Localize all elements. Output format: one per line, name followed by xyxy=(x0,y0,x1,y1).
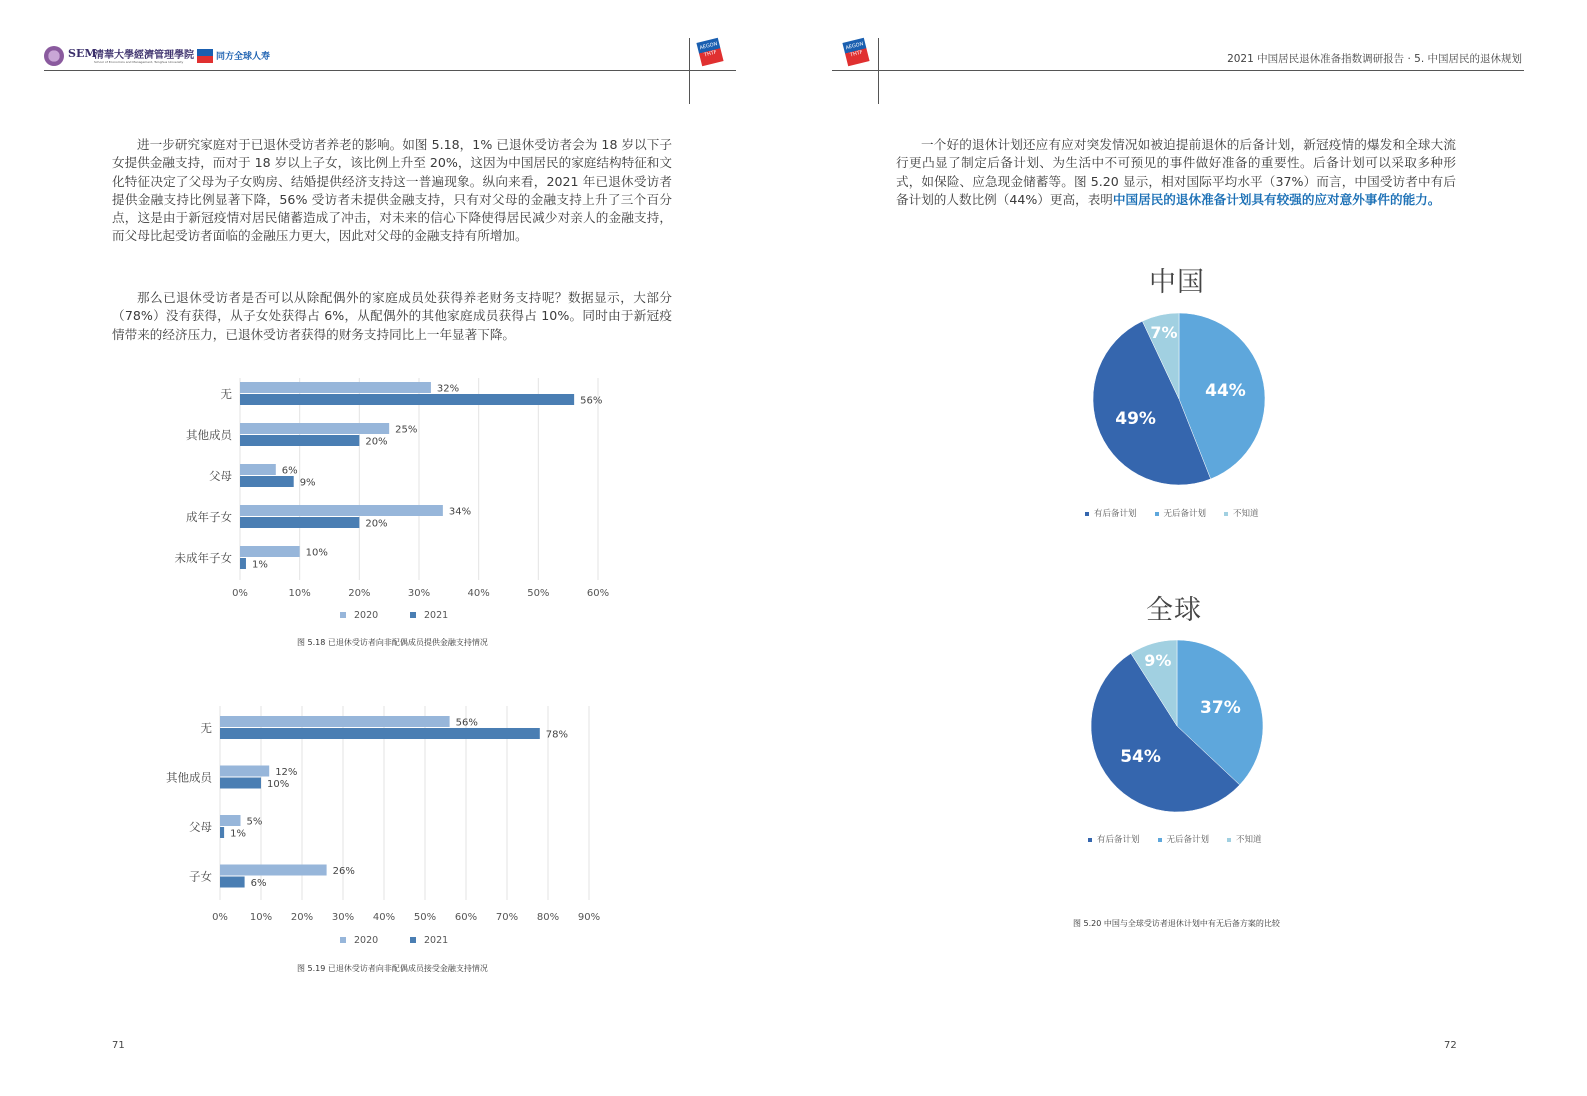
bar-2020 xyxy=(240,464,276,475)
bar-value-label: 12% xyxy=(275,767,298,778)
partner-logo-text: 同方全球人寿 xyxy=(216,52,271,62)
bar-2021 xyxy=(220,728,540,739)
x-tick-label: 30% xyxy=(331,912,355,923)
legend-label: 无后备计划 xyxy=(1163,509,1207,519)
header-rule-right xyxy=(832,70,1524,71)
bar-2020 xyxy=(220,815,241,826)
x-tick-label: 90% xyxy=(577,912,601,923)
sem-logo-text: SEM xyxy=(68,47,97,60)
pie-value-label: 44% xyxy=(1205,381,1246,402)
pie-chart-china xyxy=(1088,308,1270,490)
legend-swatch xyxy=(410,612,416,618)
bar-value-label: 56% xyxy=(580,395,603,407)
legend-swatch xyxy=(1158,838,1162,842)
legend-label: 无后备计划 xyxy=(1166,835,1210,845)
bar-2020 xyxy=(220,766,269,777)
bar-value-label: 25% xyxy=(395,424,418,436)
pie-value-label: 9% xyxy=(1144,650,1172,670)
sem-logo xyxy=(44,46,64,66)
bar-2021 xyxy=(220,827,224,838)
bar-value-label: 20% xyxy=(365,518,388,530)
bar-value-label: 34% xyxy=(448,506,472,518)
legend-label: 2021 xyxy=(424,935,449,946)
x-tick-label: 60% xyxy=(586,588,610,599)
legend-swatch xyxy=(1224,512,1228,516)
left-paragraph-1: 进一步研究家庭对于已退休受访者养老的影响。如图 5.18，1% 已退休受访者会为 18 岁以下子女提供金融支持，而对于 18 岁以上子女，该比例上升至 20%，这因为中国居民的家庭结构特征和文化特征决定了父母为子女购房、结婚提供经济支持这一普遍现象。纵向来看，2021 年已退休受访者提供金融支持比例显著下降，56% 受访者未提供金融支持，只有对父母的金融支持上升了三个百分点，这是由于新冠疫情对居民储蓄造成了冲击，对未来的信心下降使得居民减少对亲人的金融支持，而父母比起受访者面临的金融压力更大，因此对父母的金融支持有所增加。 xyxy=(112,137,672,244)
bar-2020 xyxy=(220,716,450,727)
legend-label: 2020 xyxy=(354,935,379,946)
bar-chart-5-19 xyxy=(150,700,630,958)
legend-label: 2021 xyxy=(424,610,449,621)
x-tick-label: 50% xyxy=(527,588,550,599)
bar-value-label: 32% xyxy=(436,383,460,395)
x-tick-label: 10% xyxy=(249,912,273,923)
school-name-en: School of Economics and Management, Tsinghua University xyxy=(94,60,184,64)
bar-2020 xyxy=(240,505,443,516)
bar-value-label: 78% xyxy=(545,729,569,741)
aegon-logo-right: AEGON THTF xyxy=(842,38,869,67)
x-tick-label: 70% xyxy=(495,912,519,923)
bar-chart-5-18 xyxy=(150,370,630,632)
bar-value-label: 6% xyxy=(281,465,298,477)
x-tick-label: 30% xyxy=(407,588,431,599)
x-tick-label: 40% xyxy=(372,912,396,923)
page-number-right: 72 xyxy=(1444,1040,1457,1051)
bar-2020 xyxy=(240,546,300,557)
legend-label: 有后备计划 xyxy=(1097,835,1140,845)
bar-2021 xyxy=(240,558,246,569)
pie-title-global: 全球 xyxy=(1146,595,1202,626)
category-label: 父母 xyxy=(189,820,212,834)
bar-value-label: 56% xyxy=(455,717,478,729)
x-tick-label: 20% xyxy=(348,588,371,599)
legend-label: 不知道 xyxy=(1236,835,1262,845)
legend-item xyxy=(1155,509,1207,519)
x-tick-label: 60% xyxy=(454,912,478,923)
pie-title-china: 中国 xyxy=(1149,267,1205,298)
bar-value-label: 20% xyxy=(365,436,388,448)
figure-caption-5-19: 图 5.19 已退休受访者向非配偶成员接受金融支持情况 xyxy=(297,964,488,973)
bar-2020 xyxy=(240,382,431,393)
pie-chart-global xyxy=(1086,635,1268,817)
category-label: 未成年子女 xyxy=(174,551,232,565)
bar-2021 xyxy=(220,778,261,789)
legend-swatch xyxy=(340,937,346,943)
bar-value-label: 10% xyxy=(267,779,290,790)
bar-2021 xyxy=(240,517,359,528)
legend-label: 有后备计划 xyxy=(1094,509,1137,519)
pie-legend-global xyxy=(1088,833,1280,845)
x-tick-label: 40% xyxy=(467,588,490,599)
header-vertical-left xyxy=(689,38,690,104)
bar-value-label: 10% xyxy=(305,547,328,559)
x-tick-label: 0% xyxy=(212,912,228,923)
x-tick-label: 80% xyxy=(536,912,560,923)
legend-swatch xyxy=(1227,838,1231,842)
header-rule-left xyxy=(44,70,736,71)
figure-caption-5-18: 图 5.18 已退休受访者向非配偶成员提供金融支持情况 xyxy=(297,638,488,647)
header-vertical-right xyxy=(878,38,879,104)
x-tick-label: 0% xyxy=(232,588,248,599)
legend-label: 不知道 xyxy=(1233,509,1259,519)
category-label: 其他成员 xyxy=(186,428,232,442)
partner-logo-mark xyxy=(197,49,213,63)
bar-value-label: 26% xyxy=(332,866,355,877)
bar-2020 xyxy=(240,423,389,434)
legend-item xyxy=(1088,835,1140,845)
left-paragraph-2: 那么已退休受访者是否可以从除配偶外的家庭成员处获得养老财务支持呢？数据显示，大部分（78%）没有获得，从子女处获得占 6%，从配偶外的其他家庭成员获得占 10%。同时由于新冠疫情带来的经济压力，已退休受访者获得的财务支持同比上一年显著下降。 xyxy=(112,290,672,342)
aegon-logo-left: AEGON THTF xyxy=(696,38,723,67)
category-label: 子女 xyxy=(189,869,212,884)
legend-item xyxy=(1158,835,1210,845)
bar-2021 xyxy=(220,877,245,888)
bar-value-label: 5% xyxy=(246,816,263,828)
legend-swatch xyxy=(410,937,416,943)
category-label: 其他成员 xyxy=(166,770,212,785)
legend-item xyxy=(1085,509,1137,519)
legend-swatch xyxy=(1085,512,1089,516)
page-number-left: 71 xyxy=(112,1040,125,1051)
legend-swatch xyxy=(340,612,346,618)
legend-label: 2020 xyxy=(354,610,379,621)
running-header-title: 2021 中国居民退休准备指数调研报告 · 5. 中国居民的退休规划 xyxy=(1227,53,1522,65)
legend-swatch xyxy=(1088,838,1092,842)
bar-2021 xyxy=(240,394,574,405)
right-paragraph-1 xyxy=(896,136,1456,209)
category-label: 无 xyxy=(220,387,232,401)
x-tick-label: 20% xyxy=(290,912,314,923)
pie-value-label: 7% xyxy=(1150,322,1178,342)
figure-caption-5-20: 图 5.20 中国与全球受访者退休计划中有无后备方案的比较 xyxy=(1073,919,1280,928)
bar-value-label: 6% xyxy=(250,878,267,889)
bar-2021 xyxy=(240,476,294,487)
bar-value-label: 1% xyxy=(251,559,268,571)
school-name: 清華大學經濟管理學院 xyxy=(94,50,194,61)
pie-legend-china xyxy=(1085,507,1277,519)
x-tick-label: 50% xyxy=(413,912,437,923)
legend-swatch xyxy=(1155,512,1159,516)
pie-value-label: 49% xyxy=(1115,408,1156,429)
legend-item xyxy=(1227,835,1262,845)
pie-value-label: 37% xyxy=(1200,698,1241,719)
bar-value-label: 9% xyxy=(299,477,316,489)
bar-value-label: 1% xyxy=(230,828,246,840)
category-label: 成年子女 xyxy=(186,510,232,524)
bar-2021 xyxy=(240,435,359,446)
category-label: 父母 xyxy=(209,469,232,483)
right-paragraph-highlight: 中国居民的退休准备计划具有较强的应对意外事件的能力。 xyxy=(1112,191,1441,207)
bar-2020 xyxy=(220,865,327,876)
x-tick-label: 10% xyxy=(288,588,311,599)
right-paragraph-text: 一个好的退休计划还应有应对突发情况如被迫提前退休的后备计划，新冠疫情的爆发和全球大流行更凸显了制定后备计划、为生活中不可预见的事件做好准备的重要性。后备计划可以采取多种形式，如保险、应急现金储蓄等。图 5.20 显示，相对国际平均水平（37%）而言，中国受访者中有后备计划的人数比例（44%）更高，表明 xyxy=(896,137,1456,207)
category-label: 无 xyxy=(200,721,212,735)
pie-value-label: 54% xyxy=(1120,747,1161,768)
legend-item xyxy=(1224,509,1259,519)
